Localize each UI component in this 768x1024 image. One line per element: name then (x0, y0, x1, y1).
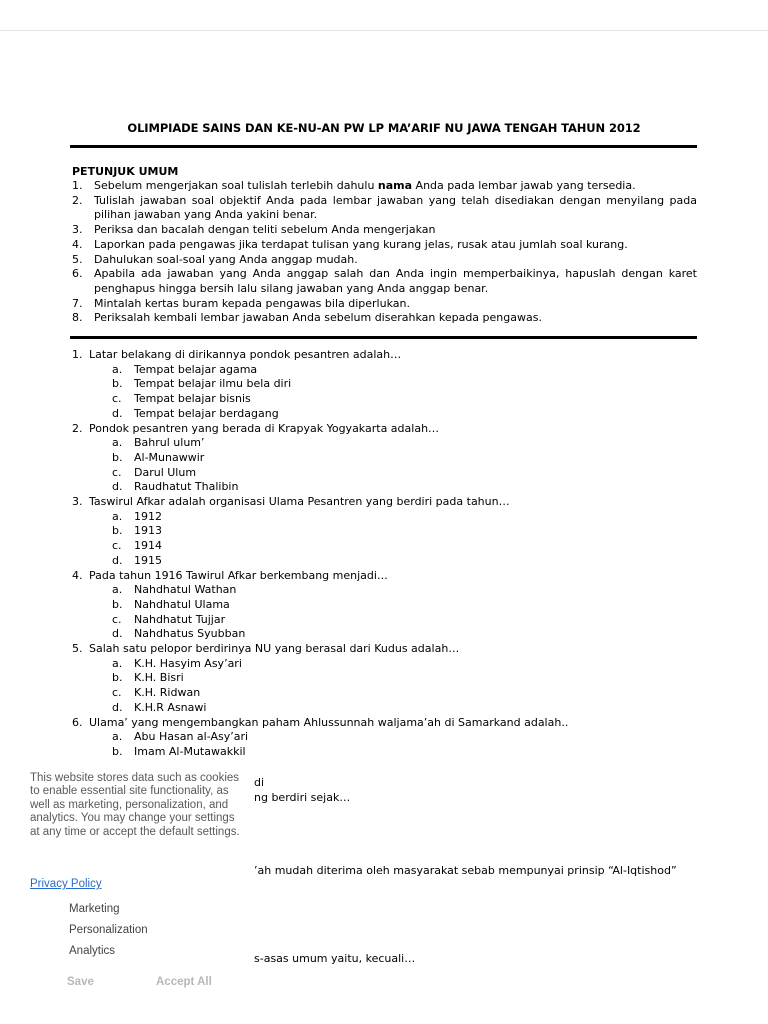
instruction-number: 8. (72, 311, 83, 325)
answer-option (89, 480, 697, 495)
instruction-text: Mintalah kertas buram kepada pengawas bila diperlukan. (94, 296, 410, 310)
options-list (89, 510, 697, 569)
options-list (89, 583, 697, 642)
answer-option (89, 451, 697, 466)
option-text: 1912 (134, 509, 162, 523)
instruction-text: Sebelum mengerjakan soal tulislah terlebih dahulu (94, 179, 378, 192)
option-text: 1915 (134, 553, 162, 567)
instruction-item (72, 311, 697, 326)
option-text: Nahdhatus Syubban (134, 627, 246, 641)
options-list (89, 436, 697, 495)
option-text: Tempat belajar bisnis (134, 392, 251, 406)
answer-option (89, 657, 697, 672)
question-number: 3. (72, 495, 83, 509)
question-text: Pada tahun 1916 Tawirul Afkar berkembang menjadi… (89, 568, 388, 582)
option-text: Nahdhatul Wathan (134, 583, 237, 597)
text-fragment: ng berdiri sejak… (254, 791, 351, 804)
option-text: Tempat belajar berdagang (134, 406, 279, 420)
instruction-text: Laporkan pada pengawas jika terdapat tulisan yang kurang jelas, rusak atau jumlah soal kurang. (94, 237, 628, 251)
instruction-emphasis: nama (377, 179, 413, 192)
question-number: 2. (72, 421, 83, 435)
instruction-text: Periksalah kembali lembar jawaban Anda sebelum diserahkan kepada pengawas. (94, 311, 542, 325)
answer-option (89, 745, 697, 760)
preference-analytics[interactable]: Analytics (69, 945, 116, 957)
options-list (89, 730, 697, 759)
option-letter: a. (112, 362, 123, 376)
question-number: 1. (72, 348, 83, 361)
instruction-text: Apabila ada jawaban yang Anda anggap salah dan Anda ingin memperbaikinya, hapuslah dengan karet penghapus hingga bersih lalu silang jawaban yang Anda anggap benar. (94, 267, 697, 295)
instruction-number: 3. (72, 223, 83, 237)
instruction-item (72, 267, 697, 296)
instruction-item (72, 179, 697, 194)
options-list (89, 657, 697, 716)
option-letter: b. (112, 377, 123, 391)
answer-option (89, 377, 697, 392)
option-text: K.H. Bisri (134, 671, 184, 685)
option-letter: c. (112, 539, 122, 553)
answer-option (89, 466, 697, 481)
option-letter: c. (112, 465, 122, 479)
instruction-number: 6. (72, 267, 83, 281)
answer-option (89, 524, 697, 539)
question-item (72, 422, 697, 496)
answer-option (89, 686, 697, 701)
option-text: Al-Munawwir (134, 450, 205, 464)
instruction-number: 5. (72, 252, 83, 266)
option-text: K.H. Ridwan (134, 686, 201, 700)
preference-personalization[interactable]: Personalization (69, 924, 148, 936)
option-letter: b. (112, 597, 123, 611)
option-letter: d. (112, 480, 123, 494)
instruction-item (72, 223, 697, 238)
section-rule (70, 336, 697, 339)
answer-option (89, 613, 697, 628)
instruction-text: Dahulukan soal-soal yang Anda anggap mudah. (94, 252, 358, 266)
option-text: K.H.R Asnawi (134, 700, 207, 714)
privacy-policy-link[interactable]: Privacy Policy (30, 878, 102, 890)
option-letter: b. (112, 671, 123, 685)
question-item (72, 642, 697, 716)
text-fragment: s-asas umum yaitu, kecuali… (254, 952, 416, 965)
option-letter: d. (112, 553, 123, 567)
question-item (72, 716, 697, 760)
instruction-item (72, 238, 697, 253)
options-list (89, 363, 697, 422)
accept-all-button[interactable]: Accept All (156, 976, 212, 988)
instruction-number: 2. (72, 193, 83, 207)
question-number: 6. (72, 715, 83, 729)
option-letter: c. (112, 686, 122, 700)
option-text: Tempat belajar ilmu bela diri (134, 377, 292, 391)
option-letter: b. (112, 450, 123, 464)
option-letter: c. (112, 392, 122, 406)
instruction-text: Periksa dan bacalah dengan teliti sebelum Anda mengerjakan (94, 223, 436, 237)
instruction-text: Tulislah jawaban soal objektif Anda pada lembar jawaban yang telah disediakan dengan menyilang pada pilihan jawaban yang Anda yakini benar. (94, 193, 697, 222)
instruction-number: 4. (72, 237, 83, 251)
option-letter: d. (112, 627, 123, 641)
option-letter: a. (112, 656, 123, 670)
answer-option (89, 407, 697, 422)
answer-option (89, 598, 697, 613)
question-item (72, 569, 697, 643)
option-text: 1914 (134, 539, 162, 553)
question-text: Ulama’ yang mengembangkan paham Ahlussunnah waljama’ah di Samarkand adalah.. (89, 715, 569, 729)
option-text: K.H. Hasyim Asy’ari (134, 656, 242, 670)
option-letter: b. (112, 524, 123, 538)
question-text: Pondok pesantren yang berada di Krapyak Yogyakarta adalah… (89, 421, 440, 435)
answer-option (89, 392, 697, 407)
answer-option (89, 671, 697, 686)
instruction-number: 1. (72, 179, 83, 192)
text-fragment: di (254, 776, 265, 789)
option-text: Nahdhatul Ulama (134, 597, 230, 611)
instruction-item (72, 253, 697, 268)
text-fragment: ’ah mudah diterima oleh masyarakat sebab mempunyai prinsip “Al-Iqtishod” (254, 864, 677, 877)
option-text: 1913 (134, 524, 162, 538)
cookie-banner-text: This website stores data such as cookies to enable essential site functionality, as well as marketing, personalization, and analytics. You may change your settings at any time or accept the default settings. (30, 772, 240, 838)
instructions-list (72, 179, 697, 326)
option-text: Imam Al-Mutawakkil (134, 744, 246, 758)
option-letter: a. (112, 436, 123, 450)
option-text: Darul Ulum (134, 465, 197, 479)
questions-list (72, 348, 697, 760)
option-letter: d. (112, 406, 123, 420)
answer-option (89, 510, 697, 525)
question-text: Taswirul Afkar adalah organisasi Ulama Pesantren yang berdiri pada tahun… (89, 495, 510, 509)
answer-option (89, 730, 697, 745)
option-text: Bahrul ulum’ (134, 436, 205, 450)
option-text: Abu Hasan al-Asy’ari (134, 730, 249, 744)
option-letter: b. (112, 744, 123, 758)
document-title: OLIMPIADE SAINS DAN KE-NU-AN PW LP MA’ARIF NU JAWA TENGAH TAHUN 2012 (127, 121, 641, 135)
answer-option (89, 701, 697, 716)
section-heading: PETUNJUK UMUM (72, 165, 179, 178)
cookie-banner (0, 766, 250, 1024)
answer-option (89, 583, 697, 598)
question-item (72, 495, 697, 569)
instruction-number: 7. (72, 296, 83, 310)
save-button[interactable]: Save (67, 976, 94, 988)
answer-option (89, 554, 697, 569)
preference-marketing[interactable]: Marketing (69, 903, 120, 915)
answer-option (89, 539, 697, 554)
option-text: Tempat belajar agama (134, 362, 258, 376)
title-rule (70, 145, 697, 148)
option-letter: a. (112, 509, 123, 523)
instruction-item (72, 194, 697, 223)
option-letter: a. (112, 730, 123, 744)
instruction-text-rest: Anda pada lembar jawab yang tersedia. (412, 179, 636, 192)
answer-option (89, 627, 697, 642)
question-number: 4. (72, 568, 83, 582)
option-text: Raudhatut Thalibin (134, 480, 239, 494)
option-letter: a. (112, 583, 123, 597)
option-text: Nahdhatut Tujjar (134, 612, 226, 626)
question-text: Salah satu pelopor berdirinya NU yang berasal dari Kudus adalah… (89, 642, 460, 656)
answer-option (89, 363, 697, 378)
option-letter: c. (112, 612, 122, 626)
option-letter: d. (112, 700, 123, 714)
question-number: 5. (72, 642, 83, 656)
answer-option (89, 436, 697, 451)
question-item (72, 348, 697, 422)
instruction-item (72, 297, 697, 312)
question-text: Latar belakang di dirikannya pondok pesantren adalah… (89, 348, 402, 361)
